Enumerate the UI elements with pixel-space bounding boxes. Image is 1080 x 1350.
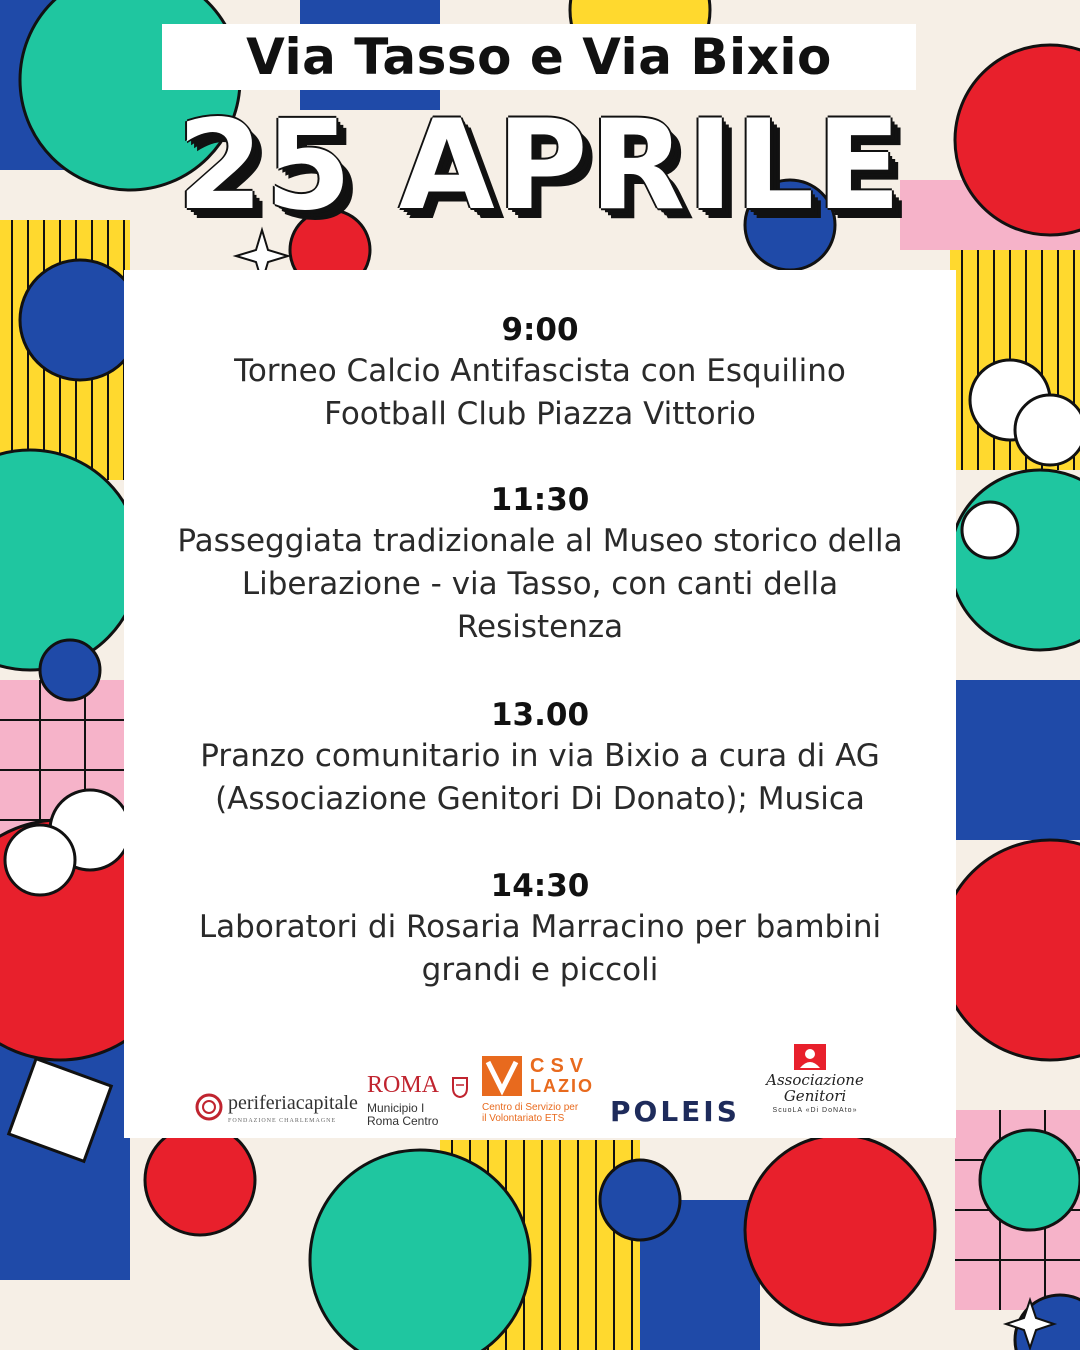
event-desc-line: Liberazione - via Tasso, con canti della <box>241 566 839 602</box>
periferia-swirl-icon <box>194 1092 224 1122</box>
event-time: 13.00 <box>490 697 590 733</box>
logo-associazione-genitori <box>760 1044 870 1120</box>
logo-poleis <box>610 1095 742 1131</box>
logo-periferiacapitale <box>194 1092 364 1128</box>
event-time: 9:00 <box>501 312 579 348</box>
event-desc-line: Torneo Calcio Antifascista con Esquilino <box>234 353 846 389</box>
event-desc-line: Football Club Piazza Vittorio <box>324 396 756 432</box>
subtitle-text: Via Tasso e Via Bixio <box>246 28 832 86</box>
event-1 <box>124 310 956 436</box>
logo-roma <box>367 1072 471 1132</box>
ag-emblem-icon <box>794 1044 826 1070</box>
event-desc-line: Resistenza <box>456 609 624 645</box>
event-desc-line: Pranzo comunitario in via Bixio a cura di AG <box>200 738 880 774</box>
periferia-sub: FONDAZIONE CHARLEMAGNE <box>228 1118 337 1124</box>
logo-csv-lazio <box>482 1056 598 1126</box>
roma-crest-icon <box>451 1076 469 1098</box>
roma-line2: Roma Centro <box>367 1114 439 1128</box>
roma-name: ROMA <box>367 1072 440 1098</box>
main-title: 25 APRILE <box>177 94 903 238</box>
ag-line3: ScuoLA «Di DoNAto» <box>772 1107 858 1114</box>
ag-line1: Associazione <box>766 1071 864 1089</box>
csv-line3: Centro di Servizio per <box>482 1102 579 1113</box>
event-desc-line: Passeggiata tradizionale al Museo storico della <box>177 523 903 559</box>
event-time: 11:30 <box>490 482 590 518</box>
periferia-name: periferiacapitale <box>228 1092 358 1114</box>
poleis-name: POLEIS <box>610 1095 740 1128</box>
csv-v-icon <box>482 1056 522 1098</box>
program-card <box>124 270 956 1138</box>
csv-name: CSV <box>530 1055 590 1077</box>
event-desc-line: Laboratori di Rosaria Marracino per bambini <box>198 909 882 945</box>
csv-line4: il Volontariato ETS <box>482 1113 565 1124</box>
ag-line2: Genitori <box>783 1087 847 1105</box>
event-desc-line: grandi e piccoli <box>421 952 659 988</box>
subtitle-banner <box>162 24 916 90</box>
csv-region: LAZIO <box>530 1076 594 1096</box>
sponsor-logos <box>124 1050 956 1130</box>
event-2 <box>124 480 956 649</box>
event-time: 14:30 <box>490 868 590 904</box>
event-4 <box>124 866 956 992</box>
roma-line1: Municipio I <box>367 1101 425 1115</box>
event-desc-line: (Associazione Genitori Di Donato); Musica <box>215 781 865 817</box>
event-3 <box>124 695 956 821</box>
